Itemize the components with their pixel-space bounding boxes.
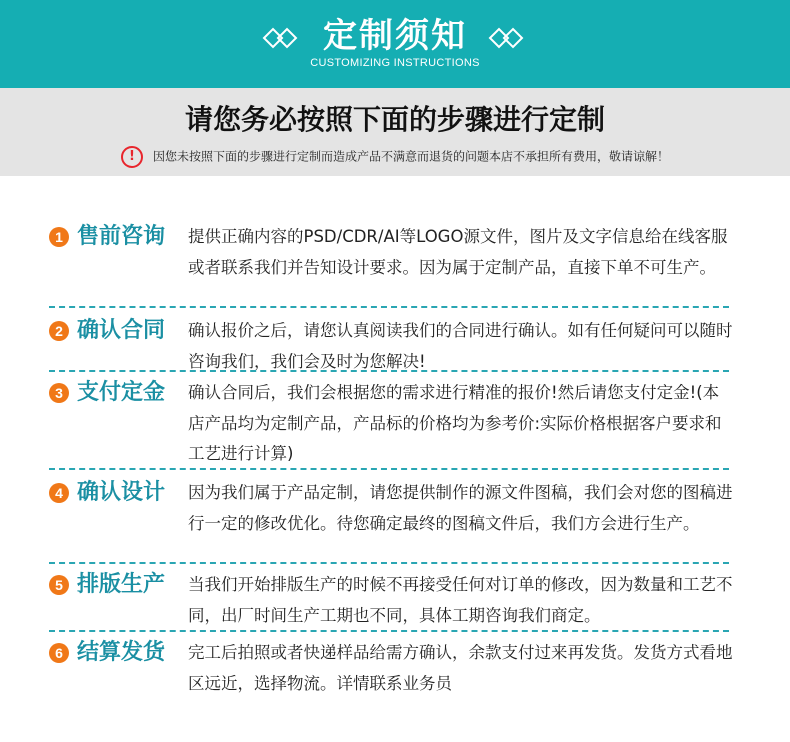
step-description: 确认报价之后，请您认真阅读我们的合同进行确认。如有任何疑问可以随时咨询我们，我们会及时为您解决! — [188, 321, 733, 371]
warning-text: 因您未按照下面的步骤进行定制而造成产品不满意而退货的问题本店不承担所有费用，敬请谅解！ — [152, 149, 669, 164]
step-number-badge: 5 — [49, 575, 69, 595]
step-number-badge: 4 — [49, 483, 69, 503]
step-description: 提供正确内容的PSD/CDR/AI等LOGO源文件，图片及文字信息给在线客服或者联系我们并告知设计要求。因为属于定制产品，直接下单不可生产。 — [188, 227, 728, 277]
notice-panel — [0, 88, 790, 176]
header-banner — [0, 0, 790, 88]
step-description: 确认合同后，我们会根据您的需求进行精准的报价!然后请您支付定金!(本店产品均为定制产品，产品标的价格均为参考价:实际价格根据客户要求和工艺进行计算) — [188, 383, 722, 463]
exclamation-circle-icon: ! — [121, 146, 143, 168]
step-number-badge: 2 — [49, 321, 69, 341]
step-title: 售前咨询 — [77, 224, 166, 249]
step-description: 因为我们属于产品定制，请您提供制作的源文件图稿，我们会对您的图稿进行一定的修改优化。待您确定最终的图稿文件后，我们方会进行生产。 — [188, 483, 733, 533]
step-description: 当我们开始排版生产的时候不再接受任何对订单的修改，因为数量和工艺不同，出厂时间生产工期也不同，具体工期咨询我们商定。 — [188, 575, 733, 625]
diamond-ornament-right-icon — [486, 26, 524, 50]
dashed-divider — [49, 468, 729, 470]
dashed-divider — [49, 562, 729, 564]
step-number-badge: 6 — [49, 643, 69, 663]
page-subtitle: CUSTOMIZING INSTRUCTIONS — [310, 57, 480, 69]
step-title: 结算发货 — [77, 640, 166, 665]
step-title: 排版生产 — [77, 572, 166, 597]
step-description: 完工后拍照或者快递样品给需方确认，余款支付过来再发货。发货方式看地区远近，选择物流。详情联系业务员 — [188, 643, 733, 693]
step-title: 确认设计 — [77, 480, 166, 505]
dashed-divider — [49, 370, 729, 372]
step-number-badge: 3 — [49, 383, 69, 403]
page-title: 定制须知 — [323, 16, 467, 56]
step-title: 支付定金 — [77, 380, 166, 405]
warning-line — [0, 146, 790, 168]
dashed-divider — [49, 306, 729, 308]
step-number-badge: 1 — [49, 227, 69, 247]
step-title: 确认合同 — [77, 318, 166, 343]
dashed-divider — [49, 630, 729, 632]
notice-title: 请您务必按照下面的步骤进行定制 — [184, 103, 605, 136]
